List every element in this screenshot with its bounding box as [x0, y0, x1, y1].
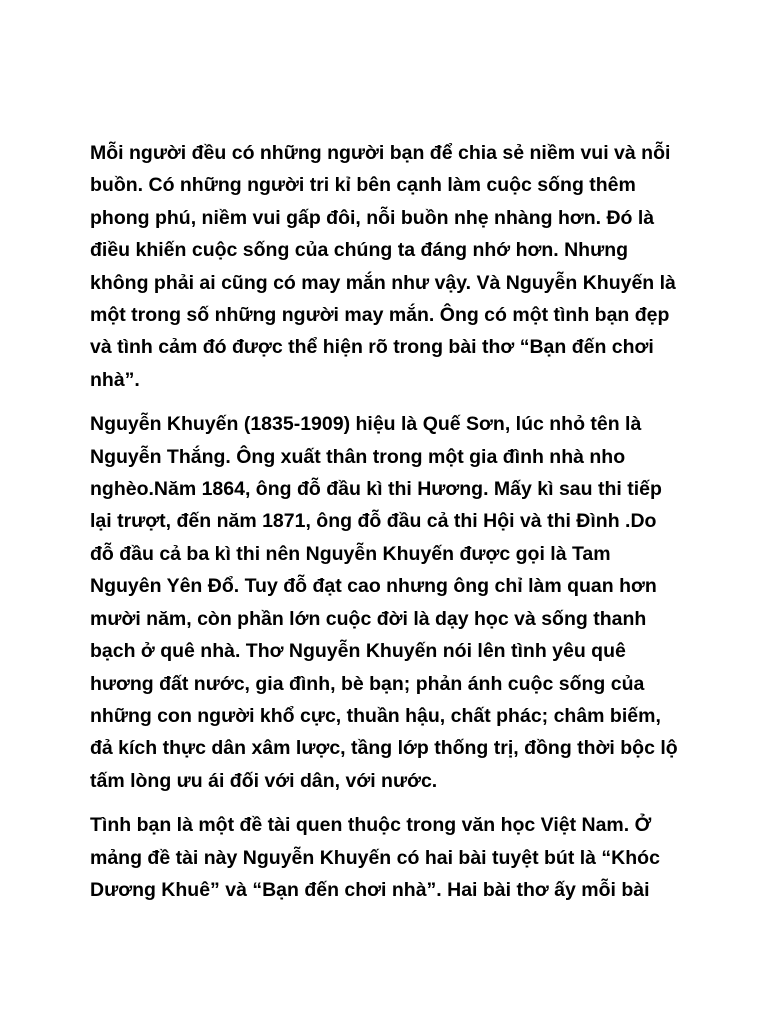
- paragraph-friendship-theme: Tình bạn là một đề tài quen thuộc trong văn học Việt Nam. Ở mảng đề tài này Nguyễn Khuyến có hai bài tuyệt bút là “Khóc Dương Khuê” và “Bạn đến chơi nhà”. Hai bài thơ ấy mỗi bài: [90, 814, 660, 901]
- paragraph-biography: Nguyễn Khuyến (1835-1909) hiệu là Quế Sơn, lúc nhỏ tên là Nguyễn Thắng. Ông xuất thân trong một gia đình nhà nho nghèo.Năm 1864, ông đỗ đầu kì thi Hương. Mấy kì sau thi tiếp lại trượt, đến năm 1871, ông đỗ đầu cả thi Hội và thi Đình .Do đỗ đầu cả ba kì thi nên Nguyễn Khuyến được gọi là Tam Nguyên Yên Đổ. Tuy đỗ đạt cao nhưng ông chỉ làm quan hơn mười năm, còn phần lớn cuộc đời là dạy học và sống thanh bạch ở quê nhà. Thơ Nguyễn Khuyến nói lên tình yêu quê hương đất nước, gia đình, bè bạn; phản ánh cuộc sống của những con người khổ cực, thuần hậu, chất phác; châm biếm, đả kích thực dân xâm lược, tầng lớp thống trị, đồng thời bộc lộ tấm lòng ưu ái đối với dân, với nước.: [90, 413, 678, 792]
- paragraph-intro: Mỗi người đều có những người bạn để chia sẻ niềm vui và nỗi buồn. Có những người tri kỉ bên cạnh làm cuộc sống thêm phong phú, niềm vui gấp đôi, nỗi buồn nhẹ nhàng hơn. Đó là điều khiến cuộc sống của chúng ta đáng nhớ hơn. Nhưng không phải ai cũng có may mắn như vậy. Và Nguyễn Khuyến là một trong số những người may mắn. Ông có một tình bạn đẹp và tình cảm đó được thể hiện rõ trong bài thơ “Bạn đến chơi nhà”.: [90, 142, 676, 391]
